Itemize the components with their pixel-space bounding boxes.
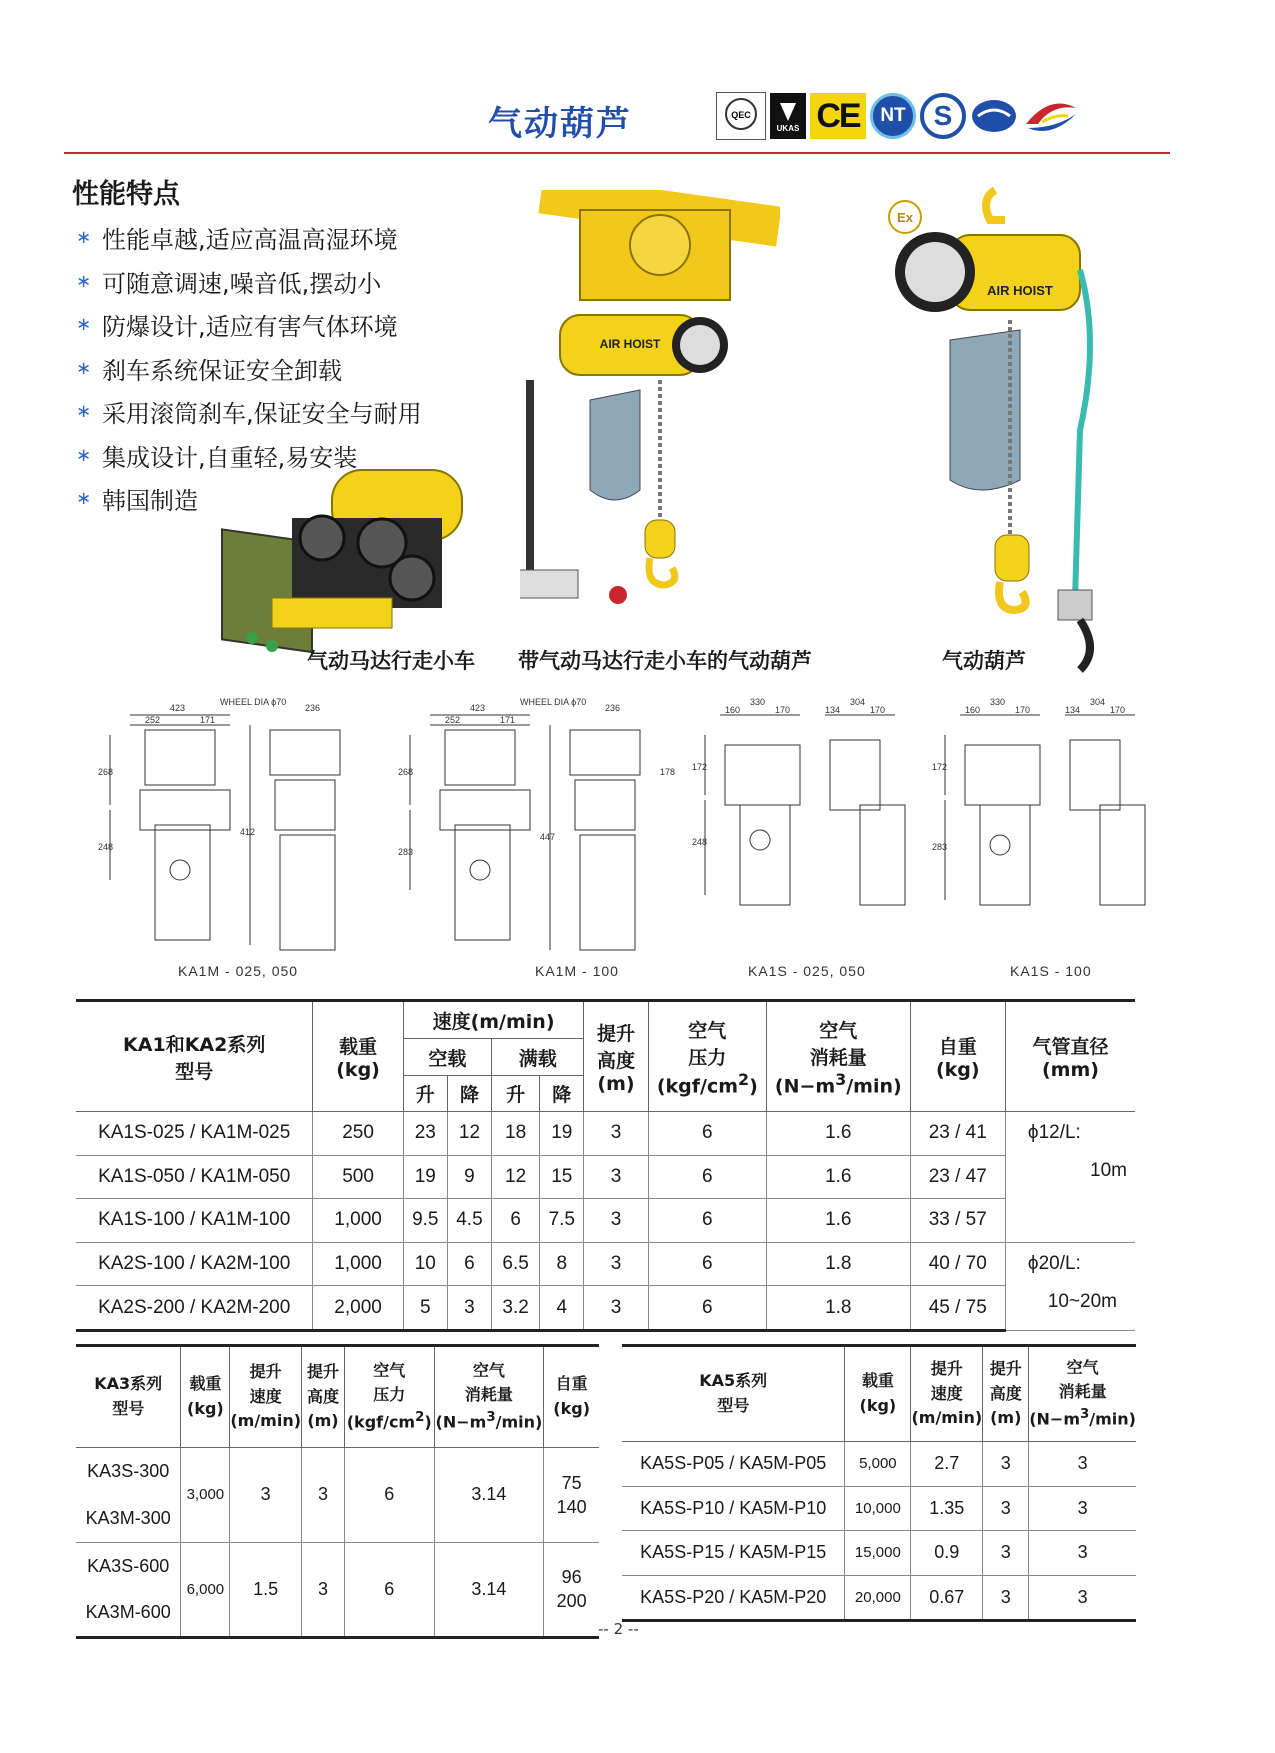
col-load: 载重 (kg)	[313, 1001, 403, 1112]
table-row: KA2S-100 / KA2M-100 1,000 10 6 6.5 8 3 6 1.8 40 / 70 ϕ20/L: 10~20m	[76, 1242, 1135, 1286]
col-pressure: 空气 压力 $(kgf/cm^2)$	[648, 1001, 766, 1112]
col-consumption: 空气 消耗量 $(N-m^3/\min)$	[767, 1001, 911, 1112]
nt-logo: NT	[870, 93, 916, 139]
s-logo: S	[920, 93, 966, 139]
col-full: 满载	[492, 1039, 584, 1076]
table-row: KA1S-100 / KA1M-100 1,000 9.5 4.5 6 7.5 3 6 1.6 33 / 57	[76, 1199, 1135, 1243]
ukas-logo: UKAS	[770, 93, 806, 139]
col-lift: 提升 高度 (m)	[584, 1001, 648, 1112]
table-row: KA5S-P20 / KA5M-P20 20,000 0.67 3 3	[622, 1575, 1136, 1621]
col-model: KA3系列 型号	[76, 1346, 181, 1448]
col-down: 降	[447, 1076, 491, 1112]
svg-text:AIR HOIST: AIR HOIST	[987, 283, 1053, 298]
drawing-ka1s-025-050	[690, 695, 930, 965]
bullet-icon: ∗	[76, 227, 92, 249]
hose-group-2: ϕ20/L: 10~20m	[1005, 1242, 1135, 1330]
svg-text:447: 447	[540, 832, 556, 842]
hose-group-1: ϕ12/L: 10m	[1005, 1112, 1135, 1243]
svg-text:236: 236	[605, 703, 621, 713]
svg-text:170: 170	[1015, 705, 1031, 715]
col-model: KA5系列 型号	[622, 1346, 845, 1442]
col-lift: 提升 高度 (m)	[302, 1346, 345, 1448]
ka1-ka2-spec-table	[76, 999, 1135, 1332]
svg-text:172: 172	[692, 762, 708, 772]
svg-text:252: 252	[145, 715, 161, 725]
svg-text:330: 330	[750, 697, 766, 707]
svg-text:QEC: QEC	[731, 110, 751, 120]
svg-text:170: 170	[775, 705, 791, 715]
col-up: 升	[403, 1076, 447, 1112]
drawing-ka1m-100	[390, 695, 690, 965]
svg-text:248: 248	[98, 842, 114, 852]
table-row: KA1S-050 / KA1M-050 500 19 9 12 15 3 6 1.6 23 / 47	[76, 1155, 1135, 1199]
svg-text:283: 283	[398, 847, 414, 857]
header-rule	[64, 152, 1170, 154]
svg-text:134: 134	[825, 705, 841, 715]
svg-text:171: 171	[500, 715, 516, 725]
col-speed: 速度(m/min)	[403, 1001, 584, 1039]
oval-logo	[970, 93, 1018, 139]
svg-text:134: 134	[1065, 705, 1081, 715]
table-row: KA3S-600 KA3M-600 6,000 1.5 3 6 3.14 96 200	[76, 1542, 599, 1638]
svg-text:304: 304	[1090, 697, 1106, 707]
feature-item: ∗ 集成设计,自重轻,易安装	[76, 443, 358, 472]
col-load: 载重 (kg)	[845, 1346, 911, 1442]
col-consumption: 空气 消耗量 $(N-m^3/\min)$	[434, 1346, 544, 1448]
table-row: KA5S-P10 / KA5M-P10 10,000 1.35 3 3	[622, 1486, 1136, 1531]
qec-logo	[716, 92, 766, 140]
svg-text:330: 330	[990, 697, 1006, 707]
table-row: KA5S-P15 / KA5M-P15 15,000 0.9 3 3	[622, 1531, 1136, 1576]
col-empty: 空载	[403, 1039, 491, 1076]
svg-text:172: 172	[932, 762, 948, 772]
trolley-caption: 气动马达行走小车	[307, 649, 475, 673]
svg-text:160: 160	[965, 705, 981, 715]
svg-text:178: 178	[660, 767, 676, 777]
col-up: 升	[492, 1076, 540, 1112]
col-model: KA1和KA2系列 型号	[76, 1001, 313, 1112]
svg-text:268: 268	[398, 767, 414, 777]
col-lift: 提升 高度 (m)	[983, 1346, 1029, 1442]
col-pressure: 空气 压力 $(kgf/cm^2)$	[344, 1346, 434, 1448]
table-row: KA2S-200 / KA2M-200 2,000 5 3 3.2 4 3 6 1.8 45 / 75	[76, 1286, 1135, 1331]
bullet-icon: ∗	[76, 488, 92, 510]
col-hose: 气管直径 (mm)	[1005, 1001, 1135, 1112]
page-title: 气动葫芦	[488, 104, 632, 144]
svg-text:252: 252	[445, 715, 461, 725]
svg-text:Ex: Ex	[897, 210, 913, 225]
feature-item: ∗ 采用滚筒刹车,保证安全与耐用	[76, 400, 422, 429]
feature-item: ∗ 韩国制造	[76, 487, 198, 516]
bullet-icon: ∗	[76, 357, 92, 379]
col-speed: 提升 速度 (m/min)	[911, 1346, 983, 1442]
feature-item: ∗ 性能卓越,适应高温高湿环境	[76, 226, 398, 255]
feature-item: ∗ 可随意调速,噪音低,摆动小	[76, 269, 382, 298]
bullet-icon: ∗	[76, 444, 92, 466]
ce-logo: CE	[810, 93, 866, 139]
col-speed: 提升 速度 (m/min)	[230, 1346, 302, 1448]
drawing-caption: KA1M - 100	[535, 963, 619, 979]
ka5-spec-table	[622, 1344, 1136, 1622]
hoist-with-trolley-caption: 带气动马达行走小车的气动葫芦	[518, 649, 812, 673]
svg-text:268: 268	[98, 767, 114, 777]
svg-text:248: 248	[692, 837, 708, 847]
air-hoist-caption: 气动葫芦	[942, 649, 1026, 673]
col-consumption: 空气 消耗量 $(N-m^3/\min)$	[1029, 1346, 1136, 1442]
svg-text:283: 283	[932, 842, 948, 852]
ka3-spec-table	[76, 1344, 599, 1639]
col-weight: 自重 (kg)	[544, 1346, 599, 1448]
svg-text:WHEEL DIA ϕ70: WHEEL DIA ϕ70	[220, 697, 287, 707]
hoist-with-trolley-photo	[520, 190, 780, 630]
svg-text:WHEEL DIA ϕ70: WHEEL DIA ϕ70	[520, 697, 587, 707]
svg-text:304: 304	[850, 697, 866, 707]
svg-text:423: 423	[170, 703, 186, 713]
feature-item: ∗ 防爆设计,适应有害气体环境	[76, 313, 398, 342]
drawing-caption: KA1S - 025, 050	[748, 963, 866, 979]
features-title: 性能特点	[72, 179, 180, 210]
certification-logos	[716, 92, 1080, 140]
bullet-icon: ∗	[76, 401, 92, 423]
drawing-ka1m-025-050	[90, 695, 390, 965]
swoosh-logo	[1022, 93, 1080, 139]
svg-text:160: 160	[725, 705, 741, 715]
table-row: KA5S-P05 / KA5M-P05 5,000 2.7 3 3	[622, 1442, 1136, 1487]
drawing-caption: KA1S - 100	[1010, 963, 1092, 979]
svg-text:170: 170	[1110, 705, 1126, 715]
col-load: 载重 (kg)	[181, 1346, 230, 1448]
air-hoist-photo	[880, 180, 1140, 680]
col-down: 降	[540, 1076, 584, 1112]
svg-text:170: 170	[870, 705, 886, 715]
svg-text:171: 171	[200, 715, 216, 725]
table-row: KA1S-025 / KA1M-025 250 23 12 18 19 3 6 1.6 23 / 41 ϕ12/L: 10m	[76, 1112, 1135, 1156]
svg-text:AIR HOIST: AIR HOIST	[599, 337, 661, 351]
trolley-photo	[212, 458, 492, 658]
bullet-icon: ∗	[76, 270, 92, 292]
page-number: -- 2 --	[598, 1620, 639, 1638]
bullet-icon: ∗	[76, 314, 92, 336]
svg-text:423: 423	[470, 703, 486, 713]
feature-item: ∗ 刹车系统保证安全卸载	[76, 356, 342, 385]
drawing-ka1s-100	[930, 695, 1170, 965]
col-weight: 自重 (kg)	[910, 1001, 1005, 1112]
svg-text:412: 412	[240, 827, 256, 837]
table-row: KA3S-300 KA3M-300 3,000 3 3 6 3.14 75 140	[76, 1448, 599, 1543]
svg-text:236: 236	[305, 703, 321, 713]
drawing-caption: KA1M - 025, 050	[178, 963, 299, 979]
